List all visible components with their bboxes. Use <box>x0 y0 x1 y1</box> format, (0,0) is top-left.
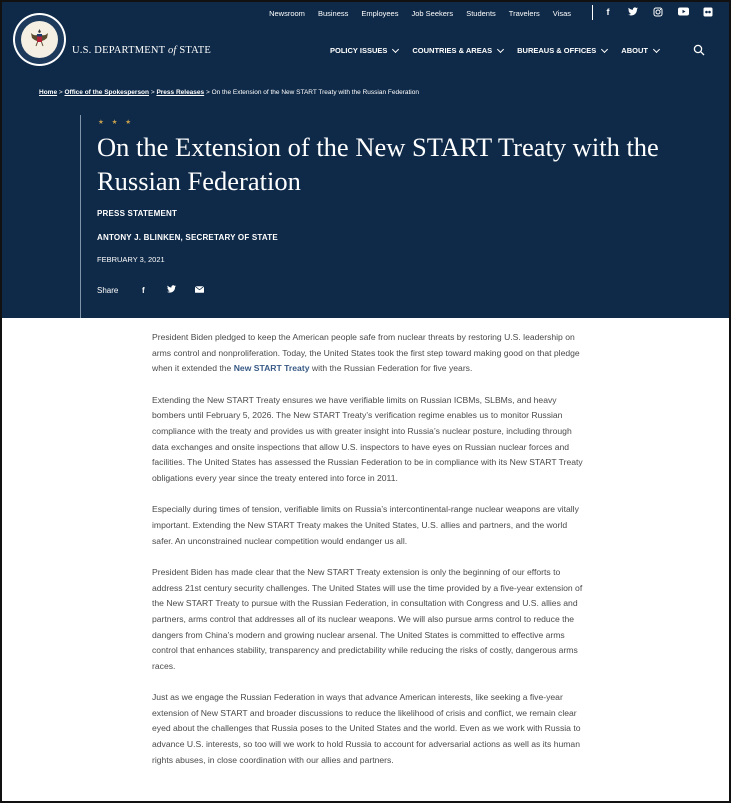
utility-link-business[interactable]: Business <box>317 9 349 18</box>
paragraph-1: President Biden pledged to keep the American people safe from nuclear threats by restoring U.S. leadership on arms control and nonproliferation. Today, the United States took the first step toward making good on that pledge when it extended the New START Treaty with the Russian Federation for five years. <box>152 332 580 374</box>
document-type: PRESS STATEMENT <box>97 209 178 218</box>
chevron-down-icon <box>392 45 399 52</box>
breadcrumb-separator: > <box>58 89 63 96</box>
publish-date: FEBRUARY 3, 2021 <box>97 255 165 264</box>
share-bar <box>97 285 222 295</box>
facebook-share-icon[interactable]: f <box>142 285 145 295</box>
utility-divider <box>592 5 593 20</box>
new-start-treaty-link[interactable]: New START Treaty <box>233 363 310 374</box>
utility-link-newsroom[interactable]: Newsroom <box>269 9 305 18</box>
utility-link-visas[interactable]: Visas <box>552 9 571 18</box>
utility-link-students[interactable]: Students <box>466 9 496 18</box>
share-label: Share <box>97 285 119 295</box>
instagram-icon[interactable] <box>653 7 663 17</box>
department-seal-logo[interactable] <box>13 13 66 66</box>
flickr-icon[interactable] <box>703 7 713 17</box>
paragraph-3: Especially during times of tension, verifiable limits on Russia’s intercontinental-range nuclear weapons are vitally important. Extending the New START Treaty makes the United States, U.S. allies and partners, and the world safer. An unconstrained nuclear competition would endanger us all. <box>152 504 579 546</box>
breadcrumb-current: On the Extension of the New START Treaty with the Russian Federation <box>211 89 419 96</box>
nav-countries-areas[interactable]: COUNTRIES & AREAS <box>412 46 503 55</box>
chevron-down-icon <box>497 45 504 52</box>
twitter-icon[interactable] <box>628 7 638 17</box>
breadcrumb-spokesperson[interactable]: Office of the Spokesperson <box>64 89 150 96</box>
chevron-down-icon <box>601 45 608 52</box>
decorative-rule <box>80 115 81 318</box>
breadcrumb <box>39 89 419 96</box>
paragraph-4: President Biden has made clear that the New START Treaty extension is only the beginning of our efforts to address 21st century security challenges. The United States will use the time provided by a five-year extension of the New START Treaty to pursue with the Russian Federation, in consultation with Congress and U.S. allies and partners, arms control that addresses all of its nuclear weapons. We will also pursue arms control to reduce the dangers from China’s modern and growing nuclear arsenal. The United States is committed to effective arms control that enhances stability, transparency and predictability while reducing the risks of costly, dangerous arms races. <box>152 567 583 671</box>
eagle-emblem <box>29 27 50 49</box>
utility-link-job-seekers[interactable]: Job Seekers <box>411 9 454 18</box>
page-header <box>2 2 729 318</box>
paragraph-5: Just as we engage the Russian Federation in ways that advance American interests, like seeking a five-year extension of New START and broader discussions to reduce the likelihood of crisis and conflict, we remain clear eyed about the challenges that Russia poses to the United States and the world. Even as we work with Russia to advance U.S. interests, so too will we work to hold Russia to account for adversarial actions as well as its human rights abuses, in close coordination with our allies and partners. <box>152 692 581 765</box>
email-share-icon[interactable] <box>194 286 204 295</box>
paragraph-2: Extending the New START Treaty ensures we have verifiable limits on Russian ICBMs, SLBMs, and heavy bombers until February 5, 2026. The New START Treaty’s verification regime enables us to monitor Russian compliance with the treaty and provides us with greater insight into Russia’s nuclear posture, including through data exchanges and onsite inspections that allow U.S. inspectors to have eyes on Russian nuclear forces and facilities. The United States has assessed the Russian Federation to be in compliance with its New START Treaty obligations every year since the treaty entered into force in 2011. <box>152 394 583 483</box>
breadcrumb-separator: > <box>150 89 155 96</box>
utility-link-employees[interactable]: Employees <box>361 9 399 18</box>
nav-policy-issues[interactable]: POLICY ISSUES <box>330 46 398 55</box>
page-title: On the Extension of the New START Treaty with the Russian Federation <box>97 132 659 196</box>
department-name[interactable]: U.S. DEPARTMENT of STATE <box>72 45 212 56</box>
utility-link-travelers[interactable]: Travelers <box>508 9 540 18</box>
nav-bureaus-offices[interactable]: BUREAUS & OFFICES <box>517 46 607 55</box>
facebook-icon[interactable]: f <box>606 7 610 17</box>
main-navigation <box>330 46 673 55</box>
utility-links <box>256 9 571 18</box>
chevron-down-icon <box>653 45 660 52</box>
breadcrumb-home[interactable]: Home <box>39 89 58 96</box>
search-icon[interactable] <box>693 44 705 56</box>
youtube-icon[interactable] <box>678 7 688 17</box>
social-links <box>603 7 728 17</box>
utility-bar <box>2 2 729 26</box>
breadcrumb-separator: > <box>205 89 210 96</box>
stars-decoration: ★ ★ ★ <box>98 119 135 126</box>
twitter-share-icon[interactable] <box>166 285 176 295</box>
breadcrumb-press-releases[interactable]: Press Releases <box>156 89 205 96</box>
article-body <box>152 330 584 784</box>
author-line[interactable]: ANTONY J. BLINKEN, SECRETARY OF STATE <box>97 233 278 242</box>
nav-about[interactable]: ABOUT <box>621 46 659 55</box>
